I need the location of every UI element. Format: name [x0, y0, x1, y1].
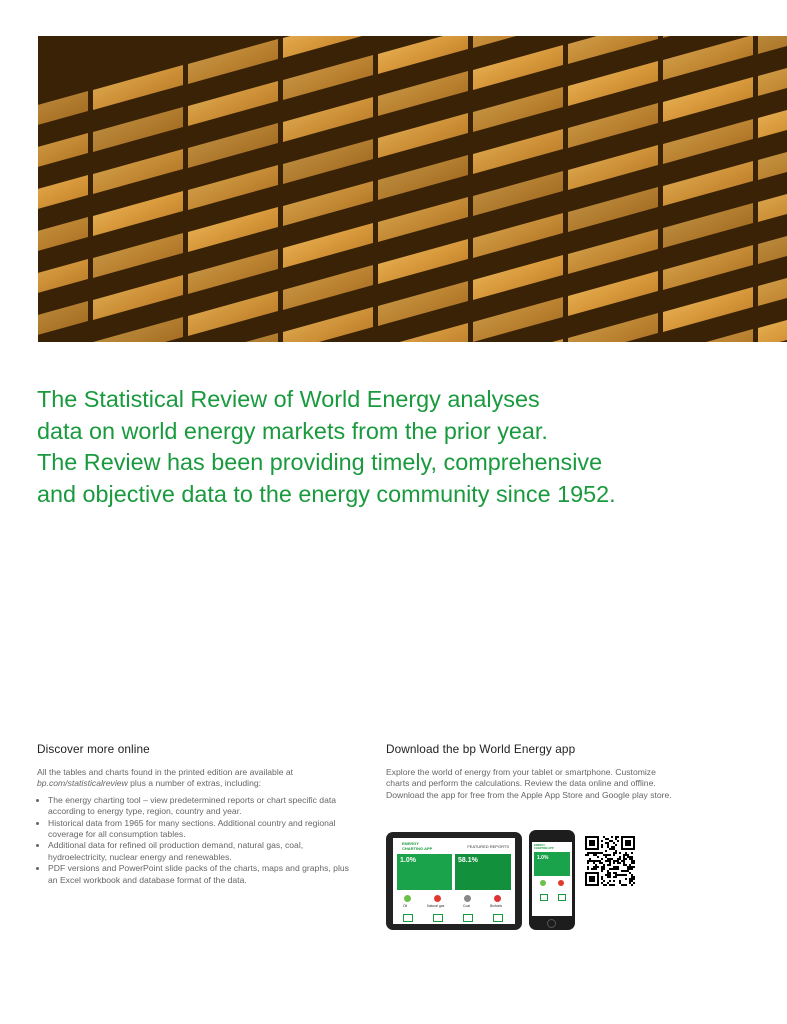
coal-label: Coal	[463, 904, 470, 908]
discover-online-heading: Discover more online	[37, 742, 150, 756]
chart-icon	[540, 894, 548, 901]
intro-line-2: data on world energy markets from the prior year.	[37, 417, 548, 444]
download-app-paragraph: Explore the world of energy from your tablet or smartphone. Customize charts and perform the calculations. Review the data online and offline. Download the app for free from the Apple App Store and Google play store.	[386, 767, 672, 800]
natural-gas-icon	[558, 880, 564, 886]
chart-icon	[463, 914, 473, 922]
coal-icon	[464, 895, 471, 902]
chart-icon	[493, 914, 503, 922]
tablet-screen	[393, 838, 515, 924]
intro-statement	[37, 384, 697, 510]
app-device-images	[386, 830, 646, 935]
extras-item: • PDF versions and PowerPoint slide packs of the charts, maps and graphs, plus an Excel workbook and database format of the data.	[48, 863, 352, 886]
phone-home-button-icon	[547, 919, 556, 928]
biofuels-label: Biofuels	[490, 904, 503, 908]
natural-gas-icon	[434, 895, 441, 902]
tablet-tile-2-value: 58.1%	[458, 857, 478, 864]
phone-app-title	[534, 844, 554, 850]
tablet-title-line-2: CHARTING APP	[402, 845, 433, 851]
qr-code-icon	[585, 836, 635, 886]
tablet-tile-2	[455, 854, 511, 890]
extras-item: • Additional data for refined oil production demand, natural gas, coal, hydroelectricity, nuclear energy and renewables.	[48, 840, 352, 863]
paragraph-text: All the tables and charts found in the printed edition are available at	[37, 767, 294, 777]
discover-online-paragraph	[37, 767, 352, 790]
tablet-featured-label: FEATURED REPORTS	[467, 844, 509, 849]
hero-image-solar-panels	[38, 36, 787, 342]
extras-item: • The energy charting tool – view predetermined reports or chart specific data according to energy type, region, country and year.	[48, 795, 352, 818]
natural-gas-label: Natural gas	[427, 904, 445, 908]
phone-screen	[532, 842, 572, 916]
tablet-title-line-1: ENERGY	[402, 841, 419, 846]
chart-icon	[433, 914, 443, 922]
phone-tile-value: 1.0%	[537, 855, 549, 861]
download-app-heading: Download the bp World Energy app	[386, 742, 576, 756]
paragraph-text-end: plus a number of extras, including:	[127, 778, 262, 789]
tablet-image	[386, 832, 522, 930]
statistical-review-link[interactable]: bp.com/statisticalreview	[37, 778, 128, 789]
phone-image	[529, 830, 575, 930]
chart-icon	[403, 914, 413, 922]
tablet-tile-1	[397, 854, 452, 890]
discover-online-section	[37, 742, 352, 886]
phone-title-line-2: CHARTING APP	[534, 847, 554, 850]
chart-icon	[558, 894, 566, 901]
tablet-app-title	[402, 842, 432, 851]
extras-list	[37, 795, 352, 886]
intro-line-4: and objective data to the energy community since 1952.	[37, 480, 616, 507]
extras-item: • Historical data from 1965 for many sections. Additional country and regional coverage for all consumption tables.	[48, 818, 352, 841]
biofuels-icon	[494, 895, 501, 902]
download-app-section	[386, 742, 676, 806]
tablet-tile-1-value: 1.0%	[400, 857, 416, 864]
intro-line-3: The Review has been providing timely, comprehensive	[37, 449, 603, 475]
oil-icon	[404, 895, 411, 902]
oil-label: Oil	[403, 904, 408, 908]
phone-tile	[534, 852, 570, 876]
phone-title-line-1: ENERGY	[534, 844, 545, 847]
intro-line-1: The Statistical Review of World Energy analyses	[37, 386, 540, 412]
oil-icon	[540, 880, 546, 886]
